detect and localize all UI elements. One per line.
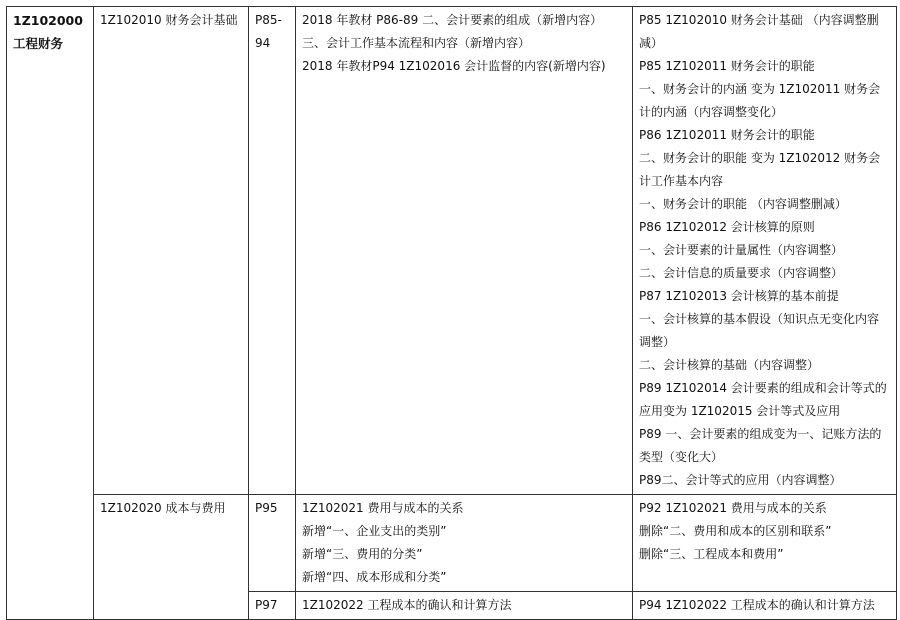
page-range: P95: [255, 501, 278, 515]
new-content-line: 1Z102021 费用与成本的关系: [302, 501, 464, 515]
new-content-line: 三、会计工作基本流程和内容（新增内容）: [302, 36, 531, 50]
new-content-cell: [296, 592, 633, 620]
old-content-cell: [633, 495, 897, 592]
old-content-line: 一、会计要素的计量属性（内容调整）: [639, 243, 844, 257]
old-content-line: P85 1Z102011 财务会计的职能: [639, 59, 815, 73]
old-content-line: 删除“三、工程成本和费用”: [639, 547, 784, 561]
change-table: [6, 6, 897, 620]
section-title: 1Z102010 财务会计基础: [100, 13, 238, 27]
table-row: [7, 495, 897, 592]
page-range: P97: [255, 598, 278, 612]
old-content-line: P89 1Z102014 会计要素的组成和会计等式的应用变为 1Z102015 会计等式及应用: [639, 381, 887, 418]
old-content-line: 一、财务会计的职能 （内容调整删减）: [639, 197, 847, 211]
old-content-line: P89二、会计等式的应用（内容调整）: [639, 473, 842, 487]
section-cell: [94, 7, 249, 495]
chapter-cell: [7, 7, 94, 620]
old-content-line: 删除“二、费用和成本的区别和联系”: [639, 524, 832, 538]
new-content-cell: [296, 495, 633, 592]
old-content-line: P86 1Z102011 财务会计的职能: [639, 128, 815, 142]
new-content-line: 1Z102022 工程成本的确认和计算方法: [302, 598, 512, 612]
pages-cell: [249, 7, 296, 495]
old-content-line: 二、财务会计的职能 变为 1Z102012 财务会计工作基本内容: [639, 151, 881, 188]
section-title: 1Z102020 成本与费用: [100, 501, 226, 515]
old-content-line: P89 一、会计要素的组成变为一、记账方法的类型（变化大）: [639, 427, 882, 464]
old-content-line: 二、会计核算的基础（内容调整）: [639, 358, 820, 372]
section-cell: [94, 495, 249, 620]
old-content-line: 二、会计信息的质量要求（内容调整）: [639, 266, 844, 280]
chapter-title: 1Z102000 工程财务: [13, 13, 83, 51]
old-content-line: 一、会计核算的基本假设（知识点无变化内容调整）: [639, 312, 880, 349]
pages-cell: [249, 495, 296, 592]
pages-cell: [249, 592, 296, 620]
page-range: P85-94: [255, 13, 282, 50]
new-content-line: 2018 年教材 P86-89 二、会计要素的组成（新增内容）: [302, 13, 603, 27]
old-content-line: P86 1Z102012 会计核算的原则: [639, 220, 815, 234]
new-content-cell: [296, 7, 633, 495]
old-content-cell: [633, 7, 897, 495]
old-content-line: 一、财务会计的内涵 变为 1Z102011 财务会计的内涵（内容调整变化）: [639, 82, 881, 119]
old-content-line: P85 1Z102010 财务会计基础 （内容调整删减）: [639, 13, 879, 50]
new-content-line: 2018 年教材P94 1Z102016 会计监督的内容(新增内容): [302, 59, 606, 73]
old-content-cell: [633, 592, 897, 620]
old-content-line: P92 1Z102021 费用与成本的关系: [639, 501, 827, 515]
table-row: [7, 7, 897, 495]
new-content-line: 新增“三、费用的分类”: [302, 547, 423, 561]
old-content-line: P87 1Z102013 会计核算的基本前提: [639, 289, 839, 303]
new-content-line: 新增“四、成本形成和分类”: [302, 570, 447, 584]
new-content-line: 新增“一、企业支出的类别”: [302, 524, 447, 538]
old-content-line: P94 1Z102022 工程成本的确认和计算方法: [639, 598, 875, 612]
